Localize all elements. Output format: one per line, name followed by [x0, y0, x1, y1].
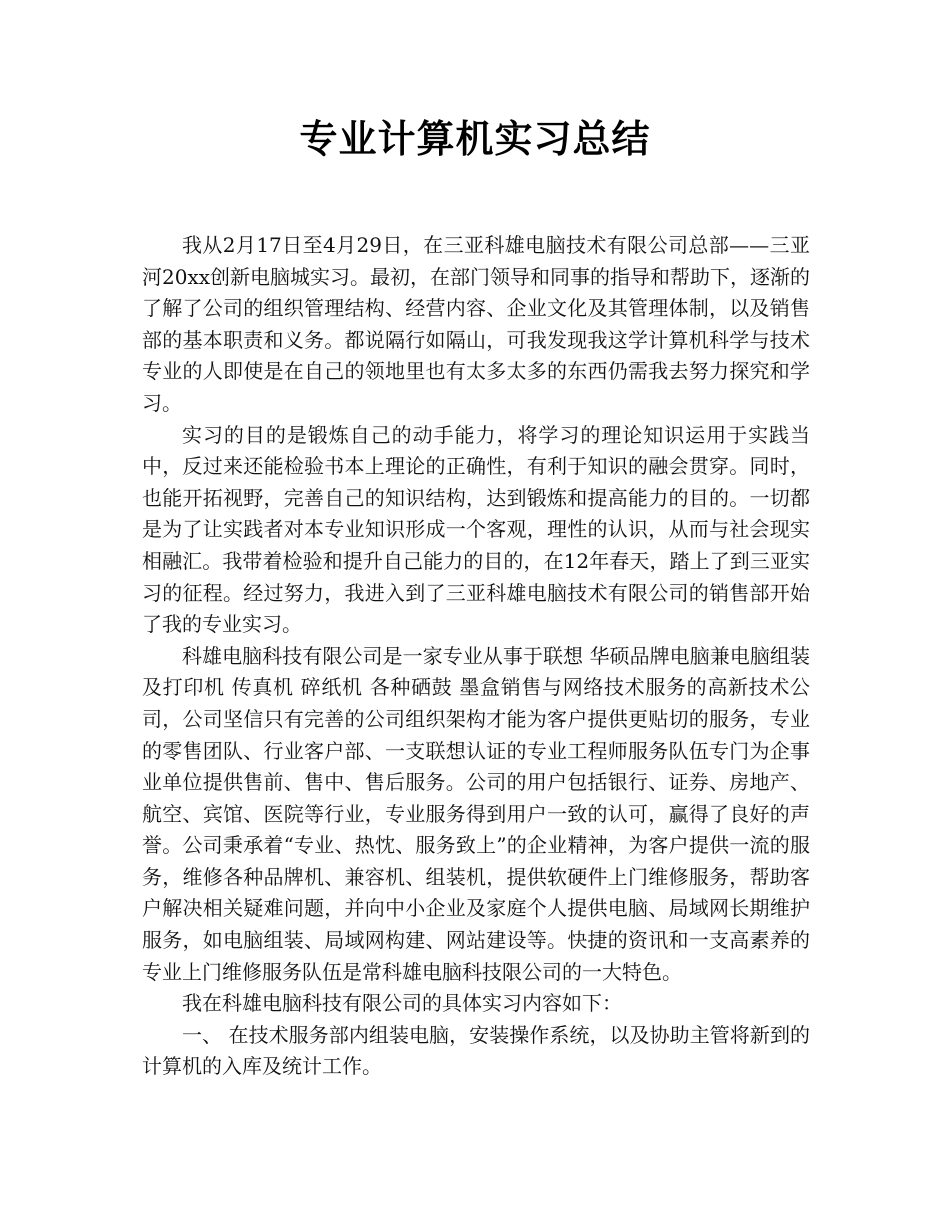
- paragraph-internship-intro: 我从2月17日至4月29日，在三亚科雄电脑技术有限公司总部——三亚河20xx创新电脑城实习。最初，在部门领导和同事的指导和帮助下，逐渐的了解了公司的组织管理结构、经营内容、企业文化及其管理体制，以及销售部的基本职责和义务。都说隔行如隔山，可我发现我这学计算机科学与技术专业的人即使是在自己的领地里也有太多太多的东西仍需我去努力探究和学习。: [142, 233, 811, 415]
- paragraph-content-heading: 我在科雄电脑科技有限公司的具体实习内容如下：: [182, 991, 622, 1016]
- paragraph-company-profile: 科雄电脑科技有限公司是一家专业从事于联想 华硕品牌电脑兼电脑组装及打印机 传真机 碎纸机 各种硒鼓 墨盒销售与网络技术服务的高新技术公司，公司坚信只有完善的公司组织架构才能为客户提供更贴切的服务，专业的零售团队、行业客户部、一支联想认证的专业工程师服务队伍专门为企事业单位提供售前、售中、售后服务。公司的用户包括银行、证券、房地产、航空、宾馆、医院等行业，专业服务得到用户一致的认可，赢得了良好的声誉。公司秉承着“专业、热忱、服务致上”的企业精神，为客户提供一流的服务，维修各种品牌机、兼容机、组装机，提供软硬件上门维修服务，帮助客户解决相关疑难问题，并向中小企业及家庭个人提供电脑、局域网长期维护服务，如电脑组装、局域网构建、网站建设等。快捷的资讯和一支高素养的专业上门维修服务队伍是常科雄电脑科技限公司的一大特色。: [142, 643, 810, 984]
- paragraph-internship-purpose: 实习的目的是锻炼自己的动手能力，将学习的理论知识运用于实践当中，反过来还能检验书本上理论的正确性，有利于知识的融会贯穿。同时，也能开拓视野，完善自己的知识结构，达到锻炼和提高能力的目的。一切都是为了让实践者对本专业知识形成一个客观，理性的认识，从而与社会现实相融汇。我带着检验和提升自己能力的目的，在12年春天，踏上了到三亚实习的征程。经过努力，我进入到了三亚科雄电脑技术有限公司的销售部开始了我的专业实习。: [142, 422, 810, 637]
- document-title: 专业计算机实习总结: [299, 117, 651, 161]
- paragraph-item-one: 一、 在技术服务部内组装电脑，安装操作系统，以及协助主管将新到的计算机的入库及统计工作。: [142, 1022, 810, 1079]
- document-body: [142, 230, 810, 1083]
